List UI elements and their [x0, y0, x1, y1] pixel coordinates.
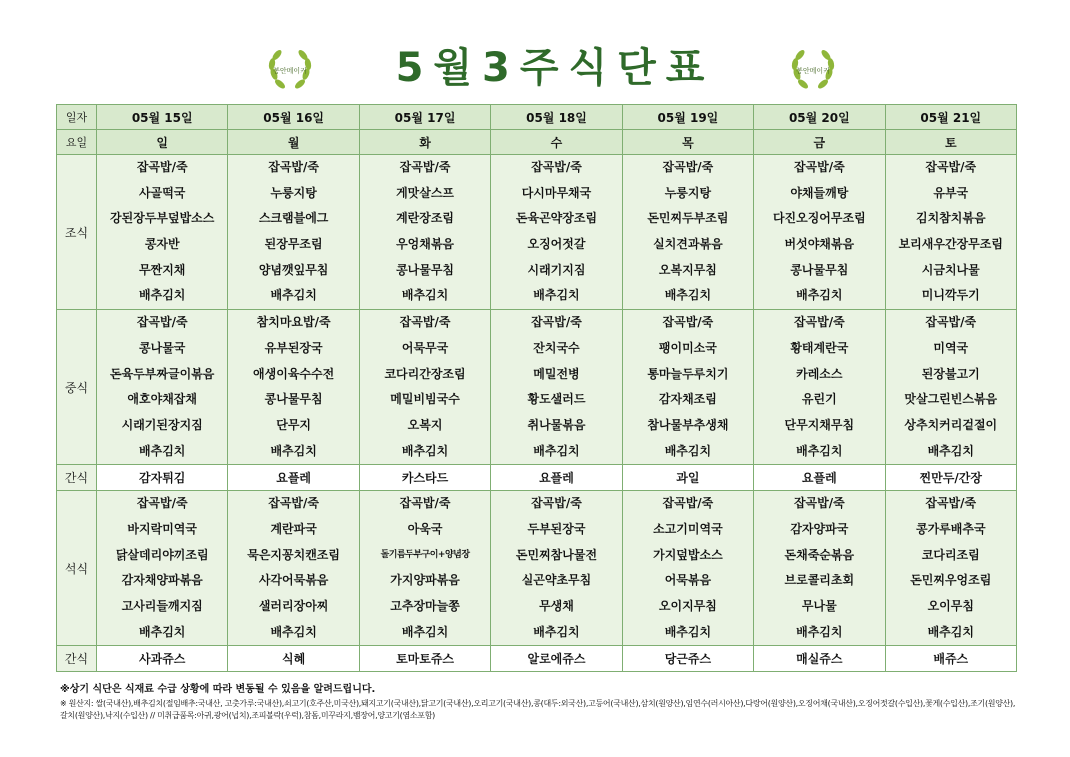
- date-cell: 05월 15일: [97, 105, 228, 130]
- menu-item: 누룽지탕: [270, 185, 317, 200]
- wreath-logo-icon: [264, 44, 316, 96]
- menu-item: 배추김치: [927, 443, 974, 458]
- svg-text:봉안메이커: 봉안메이커: [273, 67, 307, 75]
- breakfast-cell: [97, 155, 228, 310]
- breakfast-cell: [359, 155, 490, 310]
- menu-item: 미역국: [933, 340, 969, 355]
- menu-item: 잡곡밥/죽: [793, 496, 845, 511]
- menu-item: 배추김치: [664, 624, 712, 639]
- menu-item: 배추김치: [533, 624, 580, 639]
- menu-item: 잡곡밥/죽: [925, 496, 977, 511]
- breakfast-label: 조식: [57, 155, 97, 310]
- menu-item: 잡곡밥/죽: [136, 160, 188, 174]
- menu-item: 배추김치: [270, 443, 317, 458]
- day-cell: 금: [754, 130, 885, 155]
- menu-item: 콩자반: [144, 237, 180, 252]
- menu-item: 감자양파국: [790, 521, 849, 536]
- menu-item: 오복지: [407, 417, 443, 432]
- menu-item: 잔치국수: [533, 340, 580, 355]
- origin-text: ※ 원산지: 쌀(국내산),배추김치(절임배추:국내산, 고춧가루:국내산),쇠고기(호주산,미국산),돼지고기(국내산),닭고기(국내산),오리고기(국내산),콩(대두:외국산),고등어(국내산),삼치(원양산),임연수(러시아산),다랑어(원양산),오징어채(국내산),오징어젓갈(수입산),꽃게(수입산),조기(원양산),갈치(원양산),낙지(수입산) // 미취급품목:아귀,광어(넙치),조피볼락(우럭),참돔,미꾸라지,뱀장어,양고기(염소포함): [60, 699, 1016, 720]
- lunch-cell: [359, 310, 490, 465]
- page-title: 5월3주식단표: [395, 45, 715, 91]
- menu-item: 감자채양파볶음: [121, 573, 203, 588]
- menu-item: 코다리조림: [921, 547, 980, 562]
- lunch-cell: [97, 310, 228, 465]
- date-cell: 05월 19일: [622, 105, 753, 130]
- menu-item: 묵은지꽁치캔조림: [247, 547, 340, 562]
- menu-item: 단무지채무침: [784, 417, 855, 432]
- menu-item: 유린기: [801, 392, 837, 407]
- menu-item: 샐러리장아찌: [258, 599, 329, 613]
- dinner-cell: [359, 491, 490, 646]
- menu-item: 사각어묵볶음: [258, 573, 329, 588]
- menu-item: 돈민찌두부조림: [647, 211, 729, 226]
- menu-item: 상추치커리겉절이: [904, 417, 998, 432]
- menu-item: 오이지무침: [658, 599, 717, 613]
- menu-item: 된장무조림: [264, 237, 323, 252]
- menu-item: 잡곡밥/죽: [268, 496, 320, 511]
- date-cell: 05월 18일: [491, 105, 622, 130]
- menu-item: 배추김치: [796, 288, 843, 303]
- snack-cell: 토마토쥬스: [359, 646, 490, 672]
- menu-item: 배추김치: [664, 288, 712, 303]
- lunch-cell: [491, 310, 622, 465]
- menu-item: 게맛살스프: [396, 185, 455, 200]
- snack2-row: [57, 646, 1017, 672]
- menu-item: 시금치나물: [921, 262, 980, 277]
- menu-item: 코다리간장조림: [384, 366, 466, 381]
- day-cell: 수: [491, 130, 622, 155]
- date-row: [57, 105, 1017, 130]
- snack-cell: 당근쥬스: [622, 646, 753, 672]
- menu-item: 강된장두부덮밥소스: [110, 211, 215, 226]
- menu-item: 돈채죽순볶음: [784, 547, 855, 562]
- menu-item: 콩나물무침: [264, 392, 323, 407]
- snack-cell: 카스타드: [359, 465, 490, 491]
- menu-item: 카레소스: [796, 366, 843, 381]
- day-cell: 토: [885, 130, 1016, 155]
- menu-item: 두부된장국: [527, 521, 586, 536]
- menu-item: 어묵볶음: [664, 573, 712, 588]
- menu-item: 메밀비빔국수: [390, 392, 460, 407]
- day-cell: 목: [622, 130, 753, 155]
- menu-item: 실치견과볶음: [653, 237, 723, 252]
- menu-item: 오복지무침: [658, 262, 717, 277]
- lunch-cell: [622, 310, 753, 465]
- menu-item: 잡곡밥/죽: [531, 496, 582, 511]
- menu-item: 통마늘두루치기: [647, 366, 729, 381]
- menu-item: 미니깍두기: [921, 288, 980, 303]
- menu-item: 무나물: [801, 599, 837, 613]
- menu-item: 취나물볶음: [527, 417, 586, 432]
- menu-item: 무생채: [539, 599, 574, 613]
- menu-item: 배추김치: [927, 624, 974, 639]
- menu-item: 잡곡밥/죽: [399, 315, 451, 330]
- day-label: 요일: [57, 130, 97, 155]
- snack-cell: 요플레: [491, 465, 622, 491]
- menu-item: 참나물부추생채: [647, 417, 729, 432]
- menu-item: 잡곡밥/죽: [399, 496, 451, 511]
- dinner-cell: [228, 491, 359, 646]
- menu-item: 어묵무국: [401, 340, 449, 355]
- menu-item: 소고기미역국: [653, 521, 723, 536]
- menu-item: 배추김치: [533, 443, 580, 458]
- menu-item: 콩가루배추국: [915, 521, 986, 536]
- snack1-label: 간식: [57, 465, 97, 491]
- menu-table: [56, 104, 1017, 672]
- snack-cell: 과일: [622, 465, 753, 491]
- wreath-logo-icon: [787, 44, 839, 96]
- dinner-cell: [754, 491, 885, 646]
- menu-item: 계란장조림: [396, 211, 455, 226]
- snack-cell: 매실쥬스: [754, 646, 885, 672]
- snack2-label: 간식: [57, 646, 97, 672]
- menu-item: 시래기된장지짐: [121, 417, 203, 432]
- snack-cell: 찐만두/간장: [885, 465, 1016, 491]
- menu-item: 바지락미역국: [127, 521, 197, 536]
- menu-item: 돈민찌우엉조림: [910, 573, 992, 588]
- menu-item: 돈육두부짜글이볶음: [110, 366, 215, 381]
- menu-item: 오이무침: [927, 599, 974, 613]
- lunch-label: 중식: [57, 310, 97, 465]
- menu-item: 잡곡밥/죽: [136, 315, 188, 330]
- menu-item: 잡곡밥/죽: [925, 315, 977, 330]
- snack-cell: 요플레: [754, 465, 885, 491]
- menu-item: 야채들깨탕: [790, 185, 849, 200]
- notice-text: ※상기 식단은 식재료 수급 상황에 따라 변동될 수 있음을 알려드립니다.: [60, 684, 376, 695]
- menu-item: 실곤약초무침: [521, 573, 592, 588]
- lunch-cell: [228, 310, 359, 465]
- dinner-cell: [97, 491, 228, 646]
- snack-cell: 알로에쥬스: [491, 646, 622, 672]
- menu-item: 돌기름두부구이+양념장: [380, 549, 470, 560]
- lunch-cell: [885, 310, 1016, 465]
- menu-item: 잡곡밥/죽: [531, 160, 582, 174]
- menu-item: 된장불고기: [921, 366, 980, 381]
- menu-item: 콩나물국: [139, 340, 186, 355]
- menu-item: 양념깻잎무침: [258, 262, 329, 277]
- menu-item: 누룽지탕: [664, 185, 712, 200]
- lunch-row: [57, 310, 1017, 465]
- menu-item: 배추김치: [401, 443, 449, 458]
- menu-item: 애생이육수수전: [253, 366, 335, 381]
- dinner-cell: [885, 491, 1016, 646]
- lunch-cell: [754, 310, 885, 465]
- dinner-row: [57, 491, 1017, 646]
- date-label: 일자: [57, 105, 97, 130]
- menu-item: 버섯야채볶음: [784, 237, 855, 252]
- snack-cell: 감자튀김: [97, 465, 228, 491]
- logo-left: [264, 44, 316, 96]
- menu-item: 배추김치: [796, 624, 843, 639]
- menu-item: 스크램블에그: [258, 211, 329, 226]
- snack1-row: [57, 465, 1017, 491]
- menu-item: 브로콜리초회: [784, 573, 855, 588]
- date-cell: 05월 16일: [228, 105, 359, 130]
- menu-item: 무짠지채: [139, 262, 186, 277]
- dinner-cell: [622, 491, 753, 646]
- date-cell: 05월 21일: [885, 105, 1016, 130]
- menu-item: 잡곡밥/죽: [793, 160, 845, 174]
- snack-cell: 사과쥬스: [97, 646, 228, 672]
- menu-item: 배추김치: [664, 443, 712, 458]
- dinner-label: 석식: [57, 491, 97, 646]
- menu-item: 황태계란국: [790, 340, 849, 355]
- menu-item: 배추김치: [139, 624, 186, 639]
- snack-cell: 요플레: [228, 465, 359, 491]
- menu-item: 배추김치: [270, 624, 317, 639]
- snack-cell: 식혜: [228, 646, 359, 672]
- menu-item: 잡곡밥/죽: [268, 160, 320, 174]
- menu-item: 콩나물무침: [396, 262, 455, 277]
- menu-item: 잡곡밥/죽: [793, 315, 845, 330]
- menu-item: 맛살그린빈스볶음: [904, 392, 998, 407]
- menu-item: 다시마무채국: [521, 185, 592, 200]
- menu-item: 사골떡국: [139, 185, 186, 200]
- menu-item: 가지양파볶음: [390, 573, 460, 588]
- menu-item: 유부국: [933, 185, 969, 200]
- menu-item: 유부된장국: [264, 340, 323, 355]
- menu-item: 잡곡밥/죽: [662, 315, 714, 330]
- svg-text:봉안메이커: 봉안메이커: [796, 67, 830, 75]
- breakfast-row: [57, 155, 1017, 310]
- breakfast-cell: [228, 155, 359, 310]
- date-cell: 05월 17일: [359, 105, 490, 130]
- menu-item: 오징어젓갈: [527, 237, 586, 252]
- menu-item: 배추김치: [139, 288, 186, 303]
- menu-item: 가지덮밥소스: [653, 547, 723, 562]
- menu-item: 잡곡밥/죽: [399, 160, 451, 174]
- menu-item: 계란파국: [270, 521, 317, 536]
- menu-item: 돈육곤약장조림: [515, 211, 598, 226]
- breakfast-cell: [754, 155, 885, 310]
- menu-item: 콩나물무침: [790, 262, 849, 277]
- footer-notes: [60, 684, 1020, 722]
- menu-item: 잡곡밥/죽: [925, 160, 977, 174]
- dinner-cell: [491, 491, 622, 646]
- menu-item: 아욱국: [407, 521, 443, 536]
- menu-item: 우엉채볶음: [396, 237, 455, 252]
- menu-item: 보리새우간장무조림: [898, 237, 1003, 252]
- menu-item: 배추김치: [796, 443, 843, 458]
- menu-item: 잡곡밥/죽: [136, 496, 188, 511]
- day-cell: 월: [228, 130, 359, 155]
- day-cell: 일: [97, 130, 228, 155]
- menu-item: 닭살데리야끼조림: [115, 547, 209, 562]
- menu-item: 참치마요밥/죽: [256, 315, 331, 330]
- snack-cell: 배쥬스: [885, 646, 1016, 672]
- menu-item: 팽이미소국: [658, 340, 717, 355]
- menu-item: 고추장마늘쫑: [390, 599, 460, 613]
- menu-item: 애호야채잡채: [127, 392, 197, 407]
- menu-item: 황도샐러드: [527, 392, 586, 407]
- menu-item: 메밀전병: [533, 366, 580, 381]
- menu-item: 배추김치: [270, 288, 317, 303]
- menu-item: 잡곡밥/죽: [531, 315, 582, 330]
- menu-item: 김치참치볶음: [915, 211, 986, 226]
- menu-item: 배추김치: [533, 288, 580, 303]
- menu-item: 돈민찌참나물전: [515, 547, 598, 562]
- breakfast-cell: [491, 155, 622, 310]
- menu-item: 감자채조림: [658, 392, 717, 407]
- logo-right: [787, 44, 839, 96]
- menu-item: 다진오징어무조림: [772, 211, 866, 226]
- menu-item: 잡곡밥/죽: [662, 160, 714, 174]
- menu-item: 고사리들깨지짐: [121, 599, 203, 613]
- day-cell: 화: [359, 130, 490, 155]
- menu-item: 배추김치: [401, 624, 449, 639]
- menu-item: 배추김치: [139, 443, 186, 458]
- menu-item: 배추김치: [401, 288, 449, 303]
- breakfast-cell: [622, 155, 753, 310]
- menu-item: 시래기지짐: [527, 262, 586, 277]
- day-row: [57, 130, 1017, 155]
- menu-item: 단무지: [276, 417, 312, 432]
- menu-item: 잡곡밥/죽: [662, 496, 714, 511]
- breakfast-cell: [885, 155, 1016, 310]
- date-cell: 05월 20일: [754, 105, 885, 130]
